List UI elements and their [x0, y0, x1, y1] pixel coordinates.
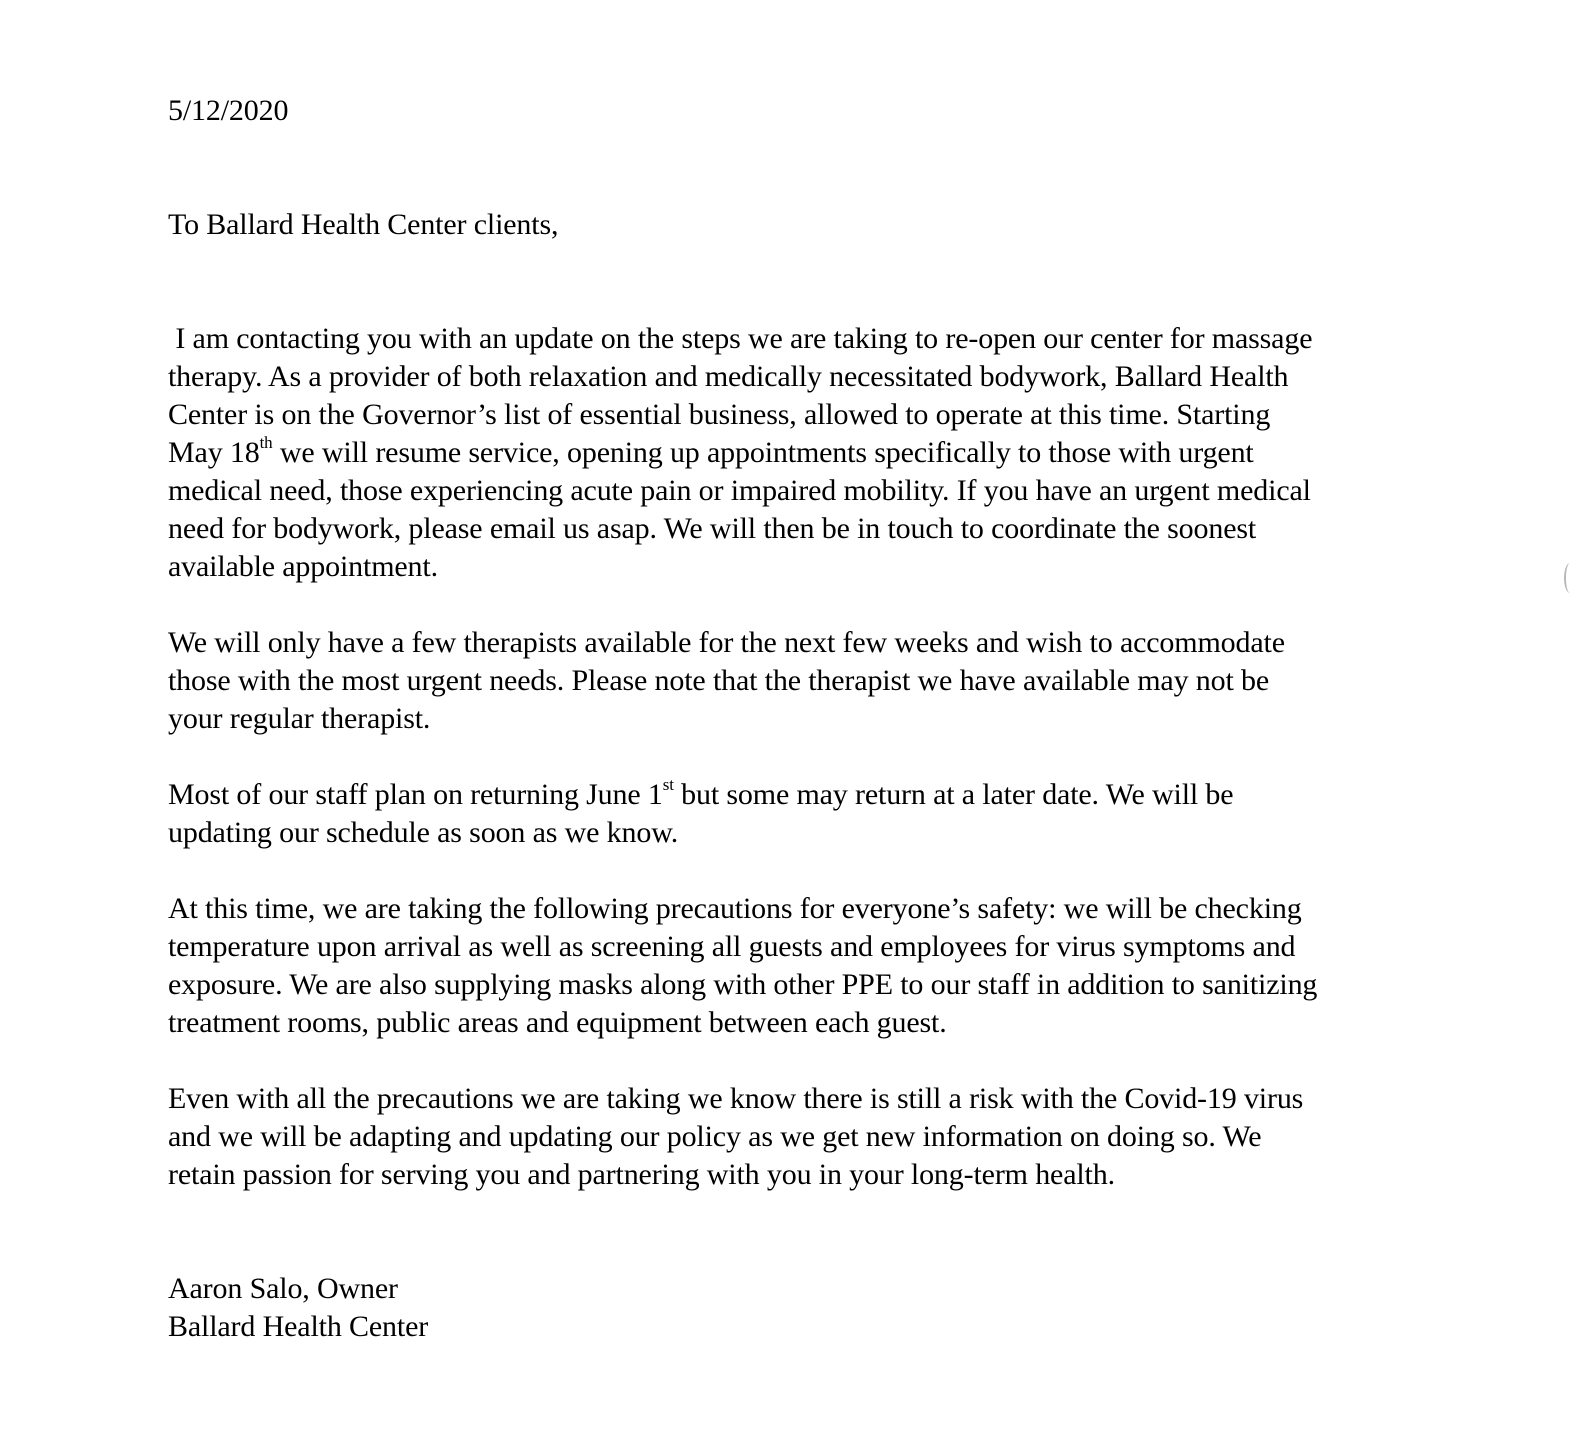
signature-block	[168, 1270, 428, 1346]
paragraph-line: At this time, we are taking the following precautions for everyone’s safety: we will be checking	[168, 892, 1302, 925]
signature-name: Aaron Salo, Owner	[168, 1272, 398, 1305]
paragraph-line: We will only have a few therapists available for the next few weeks and wish to accommodate	[168, 626, 1285, 659]
paragraph-covid-risk	[168, 1080, 1418, 1194]
paragraph-therapist-availability	[168, 624, 1418, 738]
text-fragment: Most of our staff plan on returning June 1	[168, 778, 663, 811]
paragraph-line: temperature upon arrival as well as screening all guests and employees for virus symptoms and	[168, 930, 1296, 963]
ordinal-suffix: th	[259, 433, 273, 452]
paragraph-line: medical need, those experiencing acute pain or impaired mobility. If you have an urgent medical	[168, 474, 1311, 507]
text-fragment: but some may return at a later date. We will be	[673, 778, 1234, 811]
signature-organization: Ballard Health Center	[168, 1310, 429, 1343]
edge-artifact	[1564, 563, 1570, 593]
paragraph-line: Even with all the precautions we are taking we know there is still a risk with the Covid-19 virus	[168, 1082, 1304, 1115]
paragraph-line: your regular therapist.	[168, 702, 431, 735]
ordinal-suffix: st	[662, 775, 674, 794]
paragraph-staff-return	[168, 776, 1418, 852]
paragraph-line: exposure. We are also supplying masks along with other PPE to our staff in addition to sanitizing	[168, 968, 1318, 1001]
paragraph-line	[168, 776, 1418, 814]
salutation: To Ballard Health Center clients,	[168, 208, 559, 241]
paragraph-precautions	[168, 890, 1418, 1042]
paragraph-line: and we will be adapting and updating our policy as we get new information on doing so. We	[168, 1120, 1262, 1153]
paragraph-line: treatment rooms, public areas and equipment between each guest.	[168, 1006, 947, 1039]
letter-date: 5/12/2020	[168, 94, 289, 127]
paragraph-line: updating our schedule as soon as we know.	[168, 816, 679, 849]
paragraph-line: therapy. As a provider of both relaxation and medically necessitated bodywork, Ballard Health	[168, 360, 1289, 393]
paragraph-line: I am contacting you with an update on the steps we are taking to re-open our center for massage	[168, 322, 1313, 355]
paragraph-line: Center is on the Governor’s list of essential business, allowed to operate at this time. Starting	[168, 398, 1271, 431]
paragraph-line	[168, 434, 1418, 472]
paragraph-line: retain passion for serving you and partnering with you in your long-term health.	[168, 1158, 1115, 1191]
paragraph-line: need for bodywork, please email us asap. We will then be in touch to coordinate the soonest	[168, 512, 1257, 545]
text-fragment: we will resume service, opening up appointments specifically to those with urgent	[272, 436, 1254, 469]
paragraph-line: available appointment.	[168, 550, 438, 583]
paragraph-reopening-update	[168, 320, 1418, 586]
text-fragment: May 18	[168, 436, 260, 469]
paragraph-line: those with the most urgent needs. Please note that the therapist we have available may not be	[168, 664, 1270, 697]
